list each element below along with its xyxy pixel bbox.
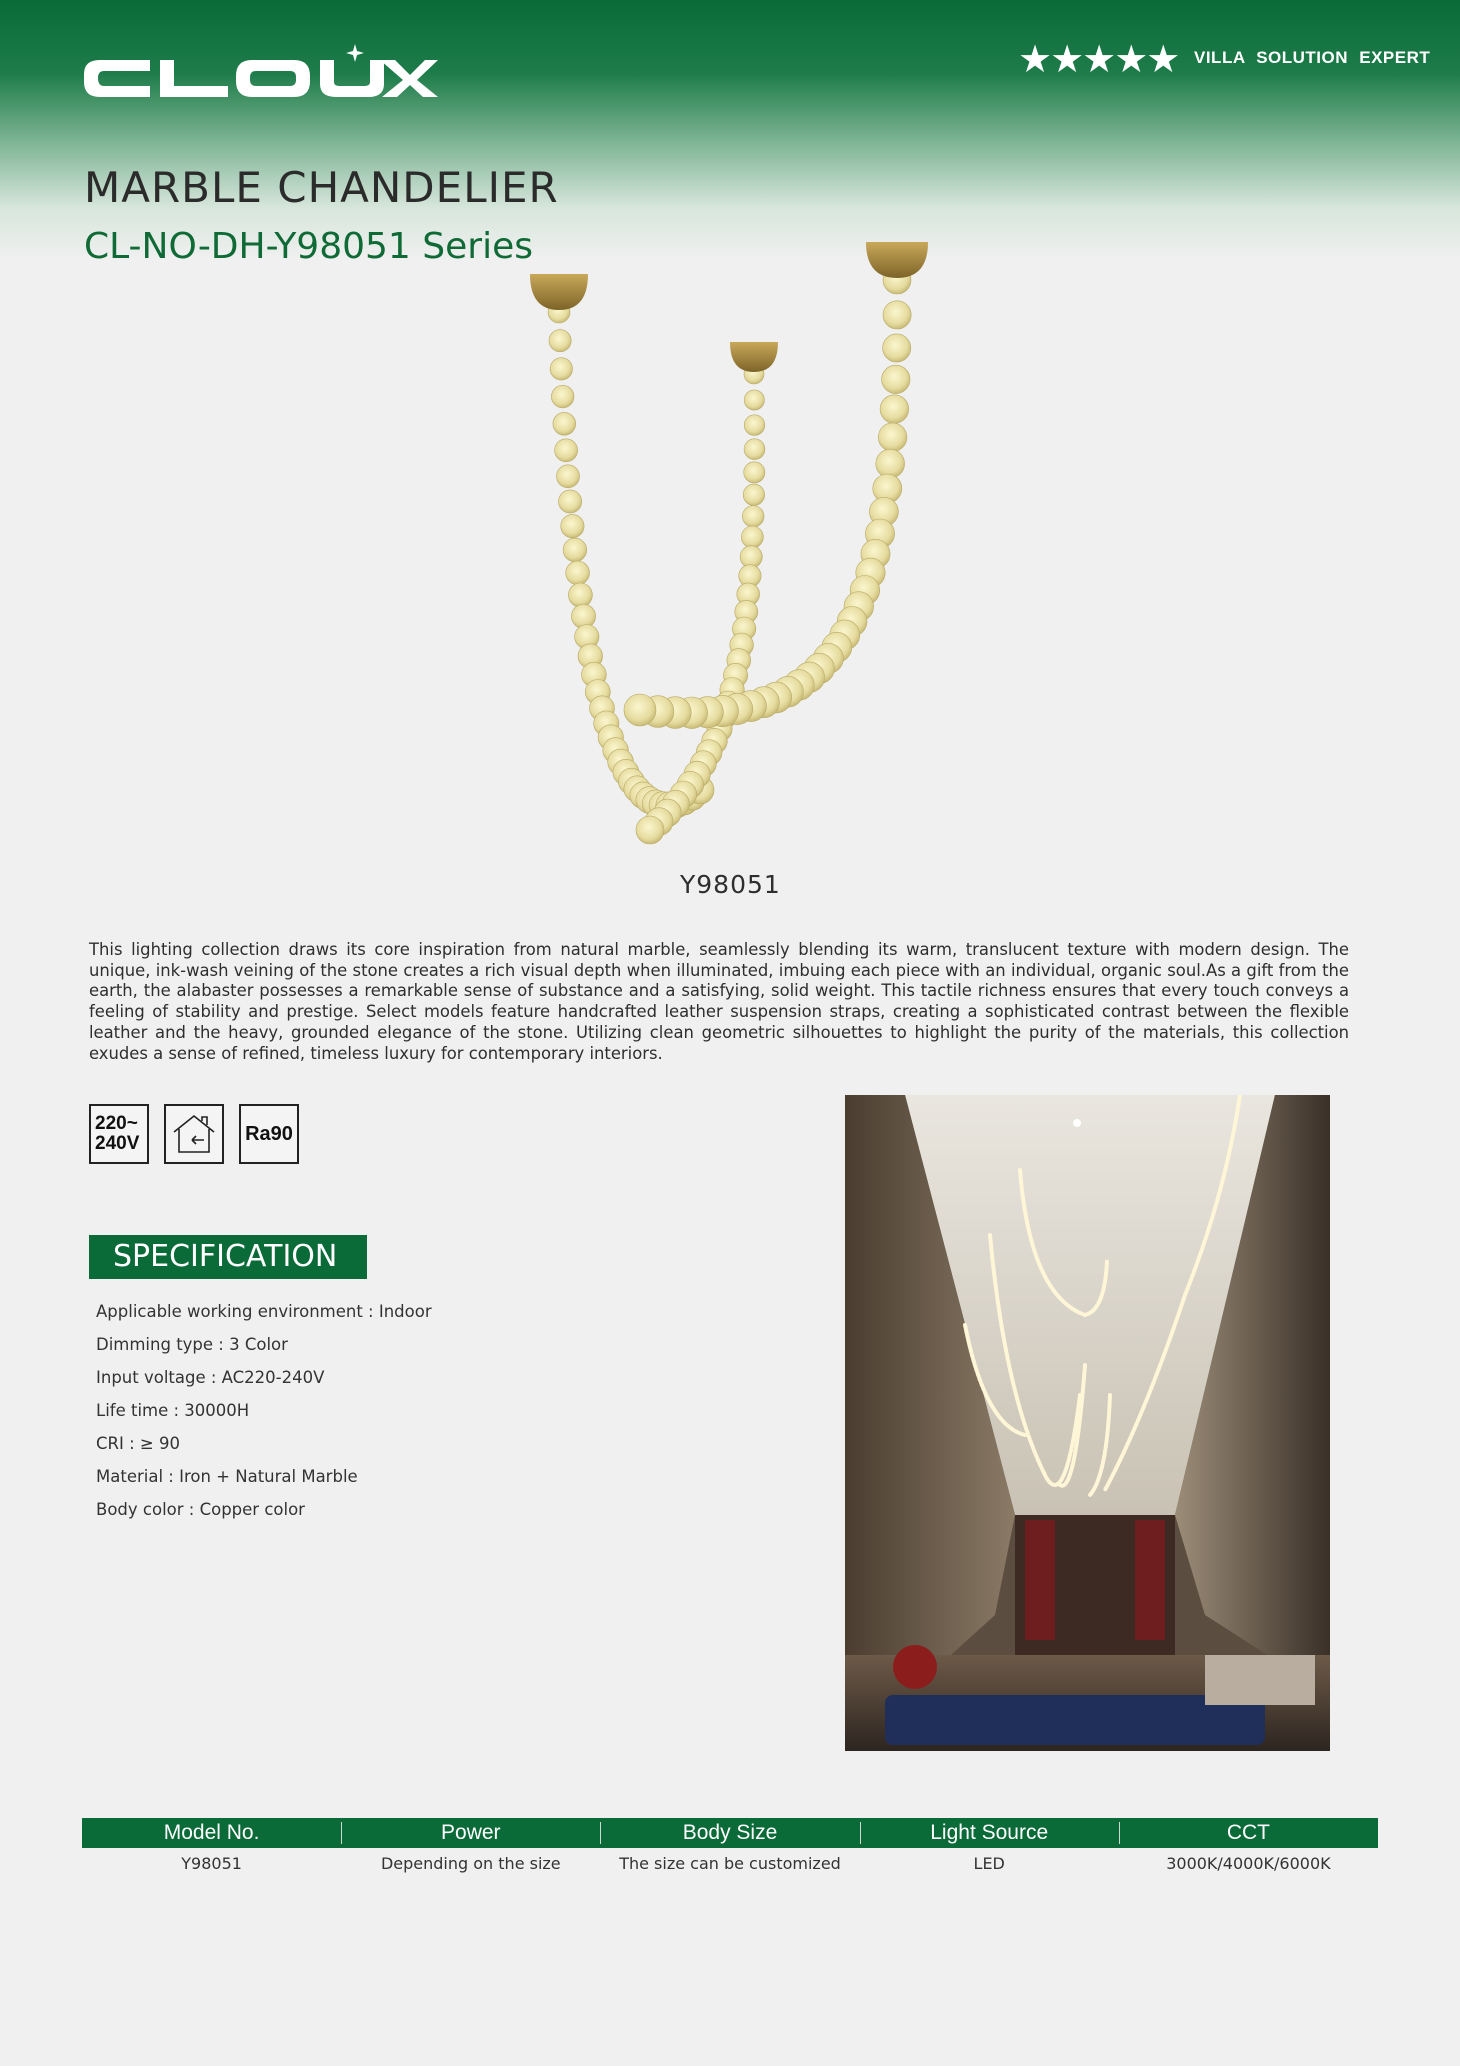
header-band: [0, 0, 1460, 260]
interior-photo: [845, 1095, 1330, 1751]
bead: [561, 514, 584, 537]
bead: [557, 465, 580, 488]
house-icon: [170, 1112, 218, 1156]
spec-item: CRI : ≥ 90: [96, 1434, 180, 1453]
bead: [882, 365, 910, 393]
rating-stars: ★★★★★: [1018, 37, 1179, 81]
voltage-badge: [89, 1104, 149, 1164]
bead: [568, 583, 592, 607]
table-header-model: Model No.: [163, 1821, 260, 1844]
table-row: [82, 1848, 1378, 1880]
bead: [553, 412, 576, 435]
table-header-cct: CCT: [1119, 1818, 1378, 1848]
spec-item: Dimming type : 3 Color: [96, 1335, 288, 1354]
bead: [876, 449, 905, 478]
product-series: CL-NO-DH-Y98051 Series: [84, 226, 533, 267]
bead: [551, 385, 574, 408]
cri-badge: Ra90: [239, 1104, 299, 1164]
bead: [744, 390, 764, 410]
product-description: This lighting collection draws its core inspiration from natural marble, seamlessly blending its warm, translucent texture with modern design. The unique, ink-wash veining of the stone creates a rich visual depth when illuminated, imbuing each piece with an individual, organic soul.As a gift from the earth, the alabaster possesses a remarkable sense of substance and a satisfying, solid weight. This tactile richness ensures that every touch conveys a feeling of stability and prestige. Select models feature handcrafted leather suspension straps, creating a sophisticated contrast between the flexible leather and the heavy, grounded elegance of the stone. Utilizing clean geometric silhouettes to highlight the purity of the materials, this collection exudes a sense of refined, timeless luxury for contemporary interiors.: [89, 940, 1349, 1063]
bead: [636, 816, 664, 844]
table-header-row: [82, 1818, 1378, 1848]
bead: [878, 423, 907, 452]
bead: [549, 330, 571, 352]
bead: [883, 334, 911, 362]
bead: [743, 484, 764, 505]
table-cell-power: Depending on the size: [380, 1854, 561, 1873]
model-caption: Y98051: [680, 870, 781, 899]
spec-item: Material : Iron + Natural Marble: [96, 1467, 358, 1486]
product-title: MARBLE CHANDELIER: [84, 163, 559, 212]
bead: [744, 439, 765, 460]
bead: [741, 526, 763, 548]
bead: [883, 301, 911, 329]
bead: [550, 358, 572, 380]
bead: [559, 490, 582, 513]
bead: [744, 462, 765, 483]
table-header-light-source: Light Source: [860, 1818, 1119, 1848]
spec-item: Body color : Copper color: [96, 1500, 305, 1519]
spec-item: Life time : 30000H: [96, 1401, 250, 1420]
table-cell-light-source: LED: [973, 1854, 1005, 1873]
bead: [555, 439, 578, 462]
table-cell-cct: 3000K/4000K/6000K: [1166, 1854, 1331, 1873]
bead: [742, 506, 764, 528]
spec-item: Applicable working environment : Indoor: [96, 1302, 432, 1321]
table-cell-model: Y98051: [181, 1854, 242, 1873]
tagline: VILLA SOLUTION EXPERT: [1194, 48, 1431, 67]
spec-table: [82, 1818, 1378, 1880]
bead: [880, 395, 909, 424]
brand-logo: [80, 40, 440, 110]
table-cell-body-size: The size can be customized: [619, 1854, 841, 1873]
specification-list: [96, 1302, 432, 1533]
bead: [563, 538, 587, 562]
table-header-power: Power: [341, 1818, 600, 1848]
spec-item: Input voltage : AC220-240V: [96, 1368, 325, 1387]
voltage-badge-line1: 220~: [95, 1113, 138, 1134]
bead: [744, 415, 765, 436]
bead: [624, 694, 656, 726]
product-image: [500, 230, 960, 870]
table-header-body-size: Body Size: [600, 1818, 859, 1848]
voltage-badge-line2: 240V: [95, 1133, 140, 1154]
indoor-badge: [164, 1104, 224, 1164]
bead: [566, 561, 590, 585]
specification-heading: SPECIFICATION: [89, 1235, 367, 1279]
